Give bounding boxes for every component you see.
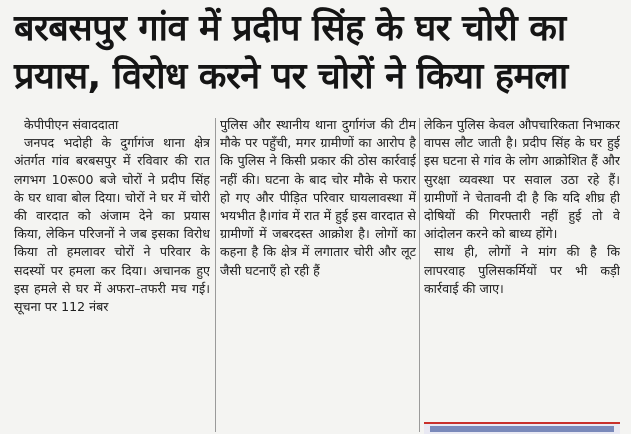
ad-banner-edge <box>430 426 614 432</box>
headline-line-1: बरबसपुर गांव में प्रदीप सिंह के घर चोरी का <box>14 8 566 49</box>
column-3-paragraph-2: साथ ही, लोगों ने मांग की है कि लापरवाह पुलिसकर्मियों पर भी कड़ी कार्रवाई की जाए। <box>424 244 620 296</box>
column-3-paragraph-1: लेकिन पुलिस केवल औपचारिकता निभाकर वापस लौट जाती है। प्रदीप सिंह के घर हुई इस घटना से गांव के लोग आक्रोशित हैं और सुरक्षा व्यवस्था पर सवाल उठा रहे हैं।ग्रामीणों ने चेतावनी दी है कि यदि शीघ्र ही दोषियों की गिरफ्तारी नहीं हुई तो वे आंदोलन करने को बाध्य होंगे। <box>424 117 620 242</box>
column-2-text: पुलिस और स्थानीय थाना दुर्गागंज की टीम मौके पर पहुँची, मगर ग्रामीणों का आरोप है कि पुलिस ने किसी प्रकार की ठोस कार्रवाई नहीं की। घटना के बाद चोर मौके से फरार हो गए और पीड़ित परिवार घायलावस्था में भयभीत है।गांव में रात में हुई इस वारदात से ग्रामीणों में जबरदस्त आक्रोश है। लोगों का कहना है कि क्षेत्र में लगातार चोरी और लूट जैसी घटनाएँ हो रही हैं <box>220 117 416 278</box>
column-divider <box>215 118 216 432</box>
adjacent-ad-box <box>424 422 620 434</box>
article-column-1 <box>14 116 210 432</box>
previous-article-strip <box>0 0 631 6</box>
headline-line-2: प्रयास, विरोध करने पर चोरों ने किया हमला <box>14 56 568 97</box>
article-column-3 <box>424 116 620 432</box>
column-1-text: जनपद भदोही के दुर्गागंज थाना क्षेत्र अंतर्गत गांव बरबसपुर में रविवार की रात लगभग 10रू00 बजे चोरों ने प्रदीप सिंह के घर धावा बोल दिया। चोरों ने घर में चोरी की वारदात को अंजाम देने का प्रयास किया, लेकिन परिजनों ने जब इसका विरोध किया तो हमलावर चोरों ने परिवार के सदस्यों पर हमला कर दिया। अचानक हुए इस हमले से घर में अफरा–तफरी मच गई।सूचना पर 112 नंबर <box>14 135 210 315</box>
article-column-2 <box>220 116 416 432</box>
column-divider <box>419 118 420 432</box>
byline: केपीपीएन संवाददाता <box>24 117 119 132</box>
